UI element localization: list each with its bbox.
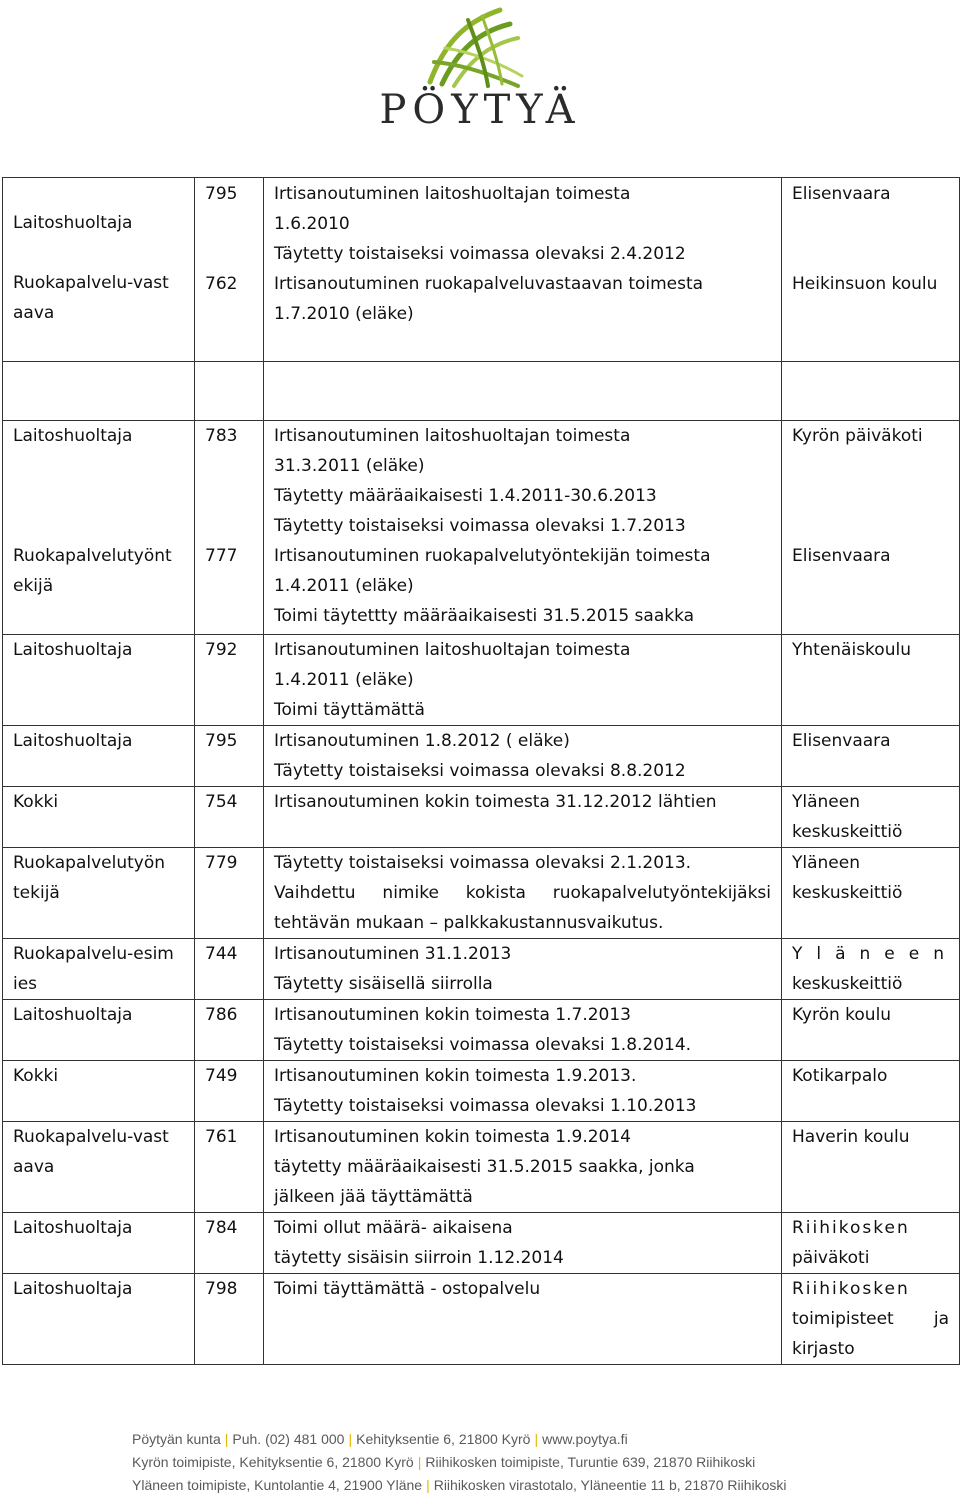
row-place: päiväkoti <box>792 1248 870 1268</box>
table-row <box>3 1274 960 1365</box>
footer-text: Riihikosken toimipiste, Turuntie 639, 21870 Riihikoski <box>425 1454 756 1470</box>
row-number: 795 <box>205 184 238 204</box>
row-number: 754 <box>205 792 238 812</box>
footer-line <box>132 1428 952 1451</box>
table-row <box>3 1000 960 1061</box>
row-line: 31.3.2011 (eläke) <box>274 456 425 476</box>
row-line: Toimi täyttämättä - ostopalvelu <box>274 1279 541 1299</box>
row-place: Yläneen <box>792 792 860 812</box>
row-number: 762 <box>205 274 238 294</box>
table-row <box>3 848 960 939</box>
row-place: keskuskeittiö <box>792 822 903 842</box>
row-line: 1.6.2010 <box>274 214 350 234</box>
row-line: Täytetty toistaiseksi voimassa olevaksi 2.4.2012 <box>274 244 686 264</box>
row-number: 749 <box>205 1066 238 1086</box>
table-row <box>3 787 960 848</box>
table-row <box>3 1061 960 1122</box>
row-place: Kyrön päiväkoti <box>792 426 923 446</box>
row-line: Täytetty toistaiseksi voimassa olevaksi 1.8.2014. <box>274 1035 692 1055</box>
row-title: Laitoshuoltaja <box>13 1279 133 1299</box>
footer-line <box>132 1474 952 1497</box>
row-line: Toimi täyttämättä <box>274 700 425 720</box>
description-cell <box>264 421 782 635</box>
footer-link[interactable]: www.poytya.fi <box>542 1431 628 1447</box>
table-row <box>3 1213 960 1274</box>
footer-separator: | <box>224 1431 229 1447</box>
place-cell <box>782 178 960 362</box>
table-row <box>3 421 960 635</box>
description-cell <box>264 178 782 362</box>
row-place: Kyrön koulu <box>792 1005 892 1025</box>
footer-line <box>132 1451 952 1474</box>
row-title: aava <box>13 1157 55 1177</box>
row-place: Yläneen <box>792 944 958 964</box>
footer-separator: | <box>426 1477 430 1493</box>
row-title: Kokki <box>13 792 59 812</box>
row-title: Laitoshuoltaja <box>13 1218 133 1238</box>
table-row <box>3 1122 960 1213</box>
row-place: keskuskeittiö <box>792 883 903 903</box>
woven-leaf-logo-icon <box>350 2 610 92</box>
row-line: Irtisanoutuminen ruokapalvelutyöntekijän toimesta <box>274 546 711 566</box>
footer-separator: | <box>534 1431 539 1447</box>
row-line: Täytetty määräaikaisesti 1.4.2011-30.6.2013 <box>274 486 657 506</box>
row-place: Riihikosken <box>792 1279 910 1299</box>
vacancy-table <box>2 177 960 1365</box>
row-title: aava <box>13 303 55 323</box>
row-number: 795 <box>205 731 238 751</box>
row-title: Ruokapalvelu-vast <box>13 273 169 293</box>
row-title: ies <box>13 974 38 994</box>
row-line: Täytetty sisäisellä siirrolla <box>274 974 493 994</box>
row-number: 779 <box>205 853 238 873</box>
footer-text: Kyrön toimipiste, Kehityksentie 6, 21800 Kyrö <box>132 1454 414 1470</box>
row-place: Yhtenäiskoulu <box>792 640 911 660</box>
footer-separator: | <box>417 1454 422 1470</box>
row-line: Täytetty toistaiseksi voimassa olevaksi 2.1.2013. <box>274 853 692 873</box>
row-number: 792 <box>205 640 238 660</box>
row-number: 744 <box>205 944 238 964</box>
row-line: Irtisanoutuminen laitoshuoltajan toimesta <box>274 184 631 204</box>
row-line: täytetty sisäisin siirroin 1.12.2014 <box>274 1248 564 1268</box>
footer-text: Puh. (02) 481 000 <box>232 1431 345 1447</box>
row-place: Haverin koulu <box>792 1127 910 1147</box>
row-line: Irtisanoutuminen ruokapalveluvastaavan toimesta <box>274 274 704 294</box>
title-cell <box>3 178 195 362</box>
row-line: Irtisanoutuminen laitoshuoltajan toimesta <box>274 640 631 660</box>
row-line: Irtisanoutuminen 31.1.2013 <box>274 944 512 964</box>
footer-text: Pöytyän kunta <box>132 1431 221 1447</box>
row-number: 798 <box>205 1279 238 1299</box>
row-title: Ruokapalvelutyönt <box>13 546 172 566</box>
row-number: 777 <box>205 546 238 566</box>
row-title: Kokki <box>13 1066 59 1086</box>
row-line: 1.4.2011 (eläke) <box>274 576 414 596</box>
title-cell <box>3 421 195 635</box>
row-title: ekijä <box>13 576 54 596</box>
row-number: 783 <box>205 426 238 446</box>
row-title: Laitoshuoltaja <box>13 640 133 660</box>
row-place: Elisenvaara <box>792 546 891 566</box>
row-title: Laitoshuoltaja <box>13 426 133 446</box>
row-place: toimipisteet ja kirjasto <box>792 1309 949 1359</box>
number-cell <box>195 421 264 635</box>
table-row <box>3 726 960 787</box>
row-line: Täytetty toistaiseksi voimassa olevaksi 1.10.2013 <box>274 1096 697 1116</box>
table-row <box>3 939 960 1000</box>
row-place: keskuskeittiö <box>792 974 903 994</box>
row-place: Elisenvaara <box>792 184 891 204</box>
row-title: Laitoshuoltaja <box>13 731 133 751</box>
row-number: 786 <box>205 1005 238 1025</box>
row-number: 761 <box>205 1127 238 1147</box>
table-row <box>3 635 960 726</box>
row-line: 1.7.2010 (eläke) <box>274 304 414 324</box>
row-title: Ruokapalvelu-esim <box>13 944 174 964</box>
row-title: Ruokapalvelutyön <box>13 853 166 873</box>
footer-text: Kehityksentie 6, 21800 Kyrö <box>356 1431 531 1447</box>
row-line: Toimi ollut määrä- aikaisena <box>274 1218 513 1238</box>
row-title: Ruokapalvelu-vast <box>13 1127 169 1147</box>
row-place: Elisenvaara <box>792 731 891 751</box>
row-line: Irtisanoutuminen kokin toimesta 1.7.2013 <box>274 1005 631 1025</box>
row-place: Heikinsuon koulu <box>792 274 938 294</box>
row-line: Irtisanoutuminen kokin toimesta 31.12.2012 lähtien <box>274 792 717 812</box>
row-title: Laitoshuoltaja <box>13 213 133 233</box>
row-title: tekijä <box>13 883 60 903</box>
poytya-logo <box>350 2 610 132</box>
row-line: Irtisanoutuminen kokin toimesta 1.9.2014 <box>274 1127 631 1147</box>
row-line: Irtisanoutuminen 1.8.2012 ( eläke) <box>274 731 570 751</box>
row-line: Toimi täytettty määräaikaisesti 31.5.2015 saakka <box>274 606 695 626</box>
row-place: Yläneen <box>792 853 860 873</box>
row-paragraph: Vaihdettu nimike kokista ruokapalvelutyöntekijäksi tehtävän mukaan – palkkakustannusvaikutus. <box>274 883 771 933</box>
row-number: 784 <box>205 1218 238 1238</box>
logo-wordmark: PÖYTYÄ <box>379 87 581 133</box>
row-line: 1.4.2011 (eläke) <box>274 670 414 690</box>
empty-row <box>3 362 960 421</box>
row-place: Kotikarpalo <box>792 1066 888 1086</box>
row-title: Laitoshuoltaja <box>13 1005 133 1025</box>
table-row <box>3 178 960 362</box>
number-cell <box>195 178 264 362</box>
row-line: Täytetty toistaiseksi voimassa olevaksi 8.8.2012 <box>274 761 686 781</box>
footer-separator: | <box>348 1431 353 1447</box>
row-line: Irtisanoutuminen laitoshuoltajan toimesta <box>274 426 631 446</box>
row-line: Täytetty toistaiseksi voimassa olevaksi 1.7.2013 <box>274 516 686 536</box>
row-line: jälkeen jää täyttämättä <box>274 1187 473 1207</box>
place-cell <box>782 421 960 635</box>
row-line: täytetty määräaikaisesti 31.5.2015 saakka, jonka <box>274 1157 695 1177</box>
footer-text: Riihikosken virastotalo, Yläneentie 11 b, 21870 Riihikoski <box>433 1477 787 1493</box>
row-place: Riihikosken <box>792 1218 910 1238</box>
footer-text: Yläneen toimipiste, Kuntolantie 4, 21900 Yläne <box>132 1477 423 1493</box>
row-line: Irtisanoutuminen kokin toimesta 1.9.2013. <box>274 1066 637 1086</box>
page-footer <box>132 1428 952 1497</box>
